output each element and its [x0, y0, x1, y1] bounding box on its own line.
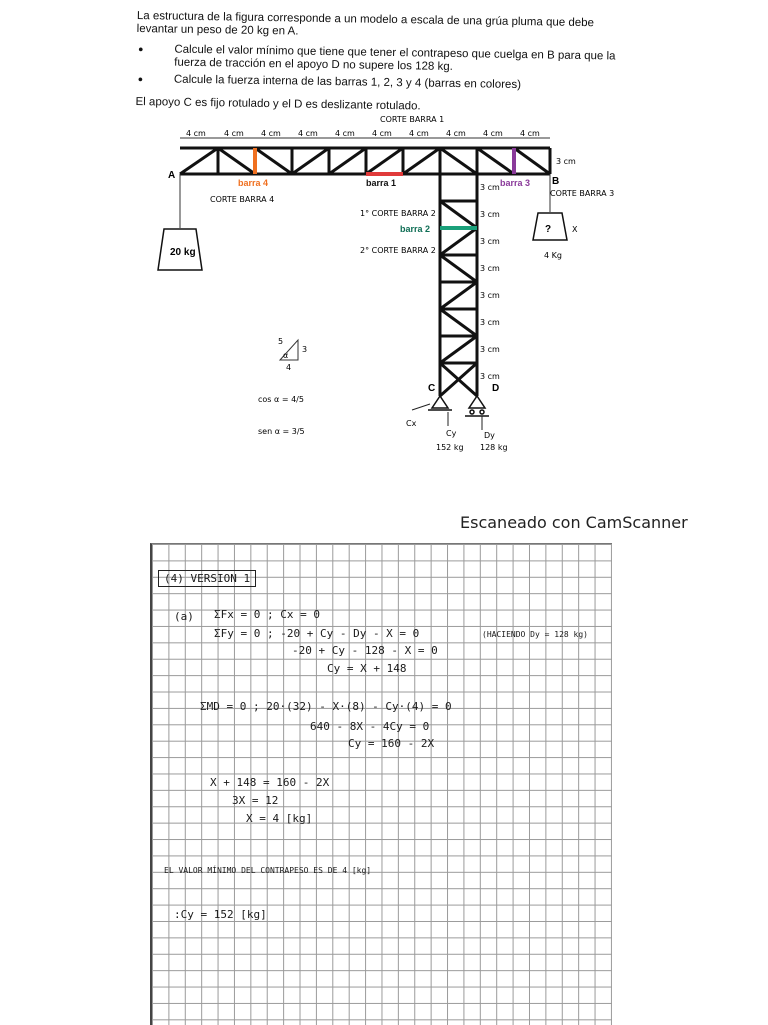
barra-2-label: barra 2 [400, 224, 431, 234]
sum-fx: ΣFx = 0 ; Cx = 0 [214, 608, 320, 621]
support-note: El apoyo C es fijo rotulado y el D es deslizante rotulado. [135, 95, 421, 113]
problem-statement [135, 10, 616, 117]
boom-truss [180, 148, 550, 174]
corte-barra-1-note: CORTE BARRA 1 [380, 115, 445, 124]
cy-line-1: Cy = X + 148 [327, 662, 407, 675]
vertical-dim-label: 3 cm [480, 372, 500, 381]
vertical-dim-label: 3 cm [480, 264, 500, 273]
counterweight-value: 4 Kg [544, 251, 562, 260]
dim-label: 4 cm [186, 129, 206, 138]
md-line-2: 640 - 8X - 4Cy = 0 [310, 720, 430, 733]
equation-2: 3X = 12 [232, 794, 279, 807]
counterweight-x: X [572, 225, 578, 234]
dim-label: 4 cm [298, 129, 318, 138]
vertical-dim-label: 3 cm [480, 345, 500, 354]
task-item: • Calcule el valor mínimo que tiene que tener el contrapeso que cuelga en B para que la fuerza de tracción en el apoyo D no supere los 128 kg. [174, 44, 616, 77]
tower-truss [440, 174, 477, 396]
point-d-label: D [492, 383, 500, 394]
triangle-adj: 4 [286, 363, 292, 372]
dim-label: 4 cm [483, 129, 503, 138]
cy-result: :Cy = 152 [kg] [174, 908, 267, 921]
barra-4-label: barra 4 [238, 178, 269, 188]
barra-1-label: barra 1 [366, 178, 397, 188]
vertical-dim-label: 3 cm [556, 157, 576, 166]
corte-barra-3-note: CORTE BARRA 3 [550, 189, 615, 198]
task-item: • Calcule la fuerza interna de las barras 1, 2, 3 y 4 (barras en colores) [174, 74, 616, 94]
vertical-dim-label: 3 cm [480, 210, 500, 219]
dim-label: 4 cm [335, 129, 355, 138]
vertical-dim-label: 3 cm [480, 183, 500, 192]
scanner-watermark: Escaneado con CamScanner [460, 513, 688, 532]
vertical-dim-label: 3 cm [480, 318, 500, 327]
cos-alpha: cos α = 4/5 [258, 395, 304, 404]
counterweight-label: ? [545, 224, 552, 235]
point-c-label: C [428, 383, 436, 394]
equation-1: X + 148 = 160 - 2X [210, 776, 330, 789]
sum-fy: ΣFy = 0 ; -20 + Cy - Dy - X = 0 [214, 627, 420, 640]
barra-3-label: barra 3 [500, 178, 531, 188]
vertical-dim-label: 3 cm [480, 237, 500, 246]
version-header: (4) VERSION 1 [158, 570, 256, 587]
fy-line-2: -20 + Cy - 128 - X = 0 [292, 644, 438, 657]
cy-value: 152 kg [436, 443, 464, 452]
sum-md: ΣMD = 0 ; 20·(32) - X·(8) - Cy·(4) = 0 [200, 700, 452, 713]
problem-intro: La estructura de la figura corresponde a un modelo a escala de una grúa pluma que debe levantar un peso de 20 kg en A. [136, 10, 595, 38]
point-a-label: A [168, 170, 176, 181]
conclusion: EL VALOR MÍNIMO DEL CONTRAPESO ES DE 4 [kg] [164, 866, 372, 875]
task-list [136, 43, 617, 94]
vertical-dim-label: 3 cm [480, 291, 500, 300]
part-a-label: (a) [174, 610, 194, 623]
md-line-3: Cy = 160 - 2X [348, 737, 435, 750]
dim-label: 4 cm [409, 129, 429, 138]
notebook-sheet [150, 543, 612, 1025]
triangle-alpha: α [283, 351, 289, 360]
supports [428, 396, 489, 416]
sen-alpha: sen α = 3/5 [258, 427, 305, 436]
crane-figure [130, 108, 630, 500]
dim-label: 4 cm [520, 129, 540, 138]
equation-3: X = 4 [kg] [246, 812, 313, 825]
point-b-label: B [552, 176, 560, 187]
cy-label: Cy [446, 429, 457, 438]
dim-label: 4 cm [261, 129, 281, 138]
dy-value: 128 kg [480, 443, 508, 452]
cx-label: Cx [406, 419, 417, 428]
triangle-opp: 3 [302, 345, 308, 354]
corte-1-barra-2-note: 1° CORTE BARRA 2 [360, 209, 436, 218]
dy-note: (HACIENDO Dy = 128 kg) [482, 630, 588, 639]
dim-label: 4 cm [446, 129, 466, 138]
corte-2-barra-2-note: 2° CORTE BARRA 2 [360, 246, 436, 255]
dy-label: Dy [484, 431, 495, 440]
dim-label: 4 cm [372, 129, 392, 138]
load-a-label: 20 kg [170, 247, 196, 258]
corte-barra-4-note: CORTE BARRA 4 [210, 195, 275, 204]
triangle-hyp: 5 [278, 337, 284, 346]
dim-label: 4 cm [224, 129, 244, 138]
